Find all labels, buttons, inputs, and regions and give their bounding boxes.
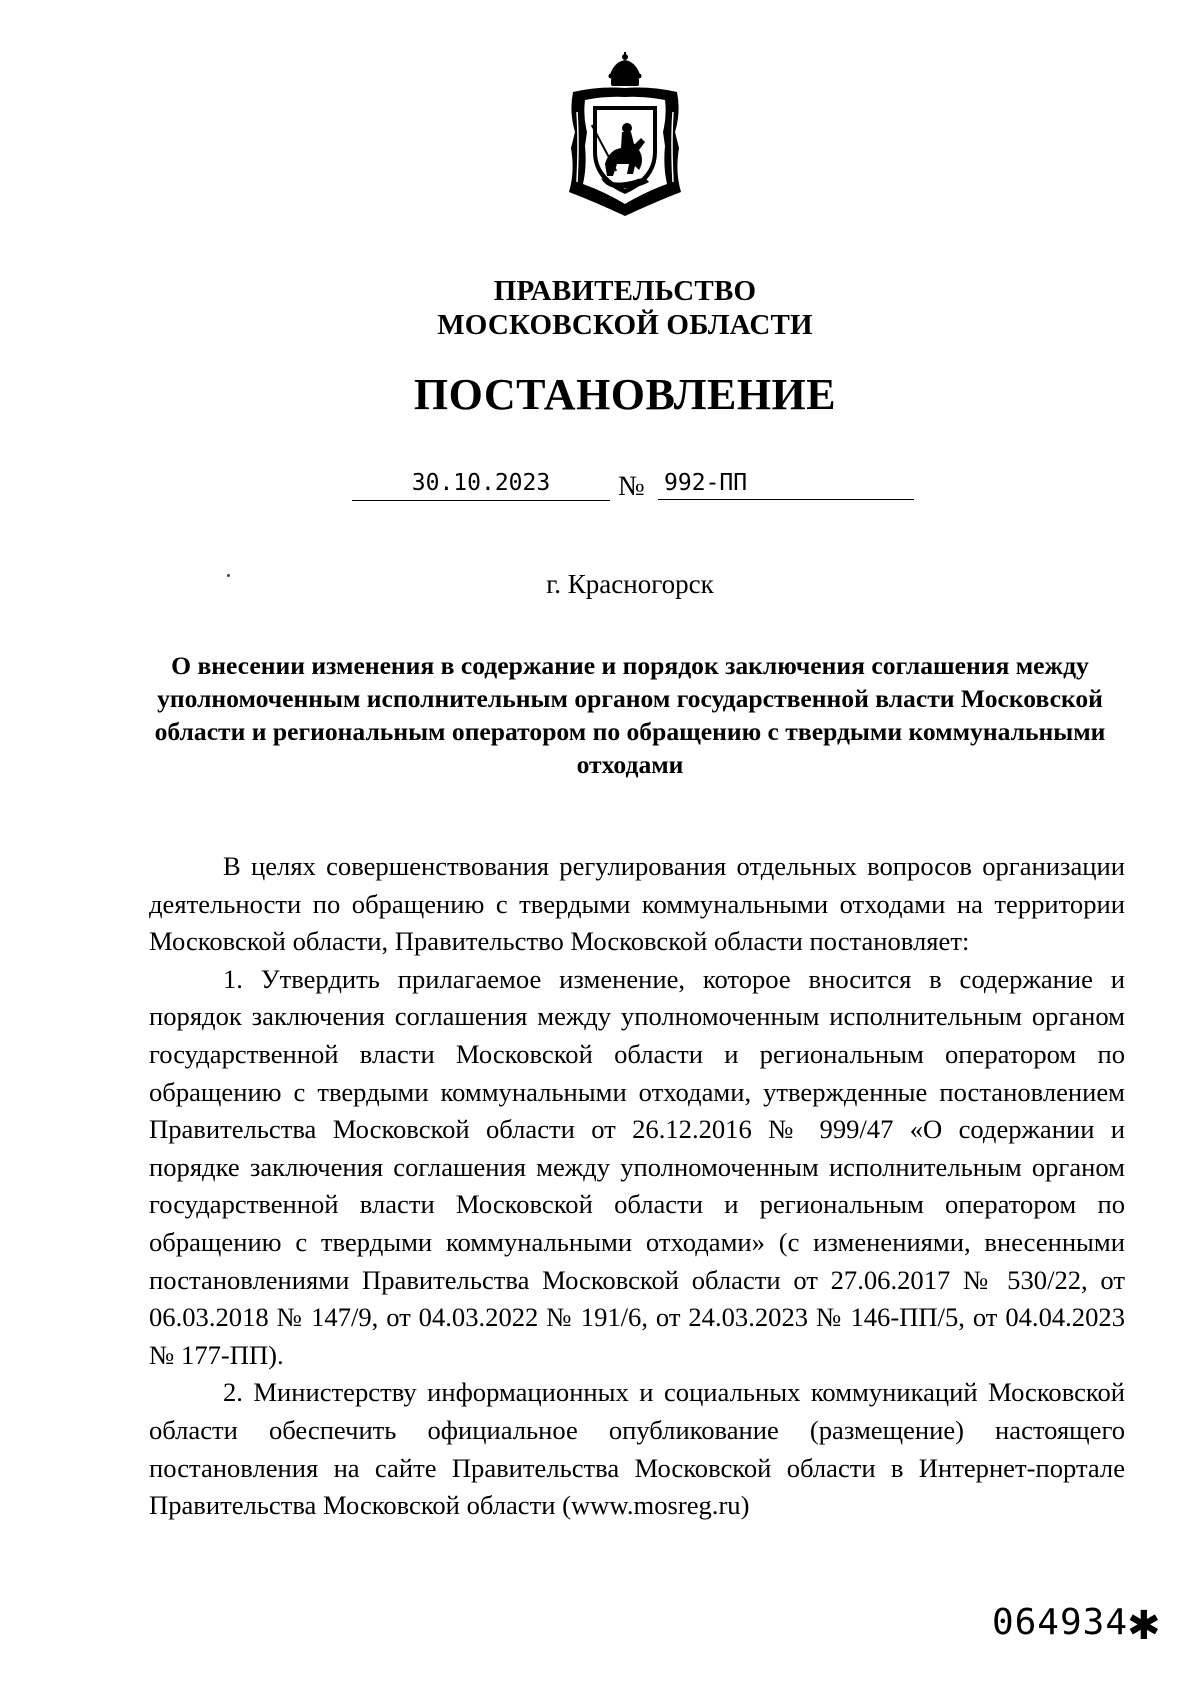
organization-name-line-2: МОСКОВСКОЙ ОБЛАСТИ [437,309,813,341]
coat-of-arms-emblem [565,52,685,218]
document-type-heading: ПОСТАНОВЛЕНИЕ [413,370,837,419]
asterisk-mark-icon: ✱ [1127,1603,1161,1649]
number-sign: № [618,471,645,502]
document-body [149,848,1125,1525]
body-item-1: 1. Утвердить прилагаемое изменение, которое вносится в содержание и порядок заключения соглашения между уполномоченным исполнительным органом государственной власти Московской области и региональным оператором по обращению с твердыми коммунальными отходами, утвержденные постановлением Правительства Московской области от 26.12.2016 № 999/47 «О содержании и порядке заключения соглашения между уполномоченным исполнительным органом государственной власти Московской области и региональным оператором по обращению с твердыми коммунальными отходами» (с изменениями, внесенными постановлениями Правительства Московской области от 27.06.2017 № 530/22, от 06.03.2018 № 147/9, от 04.03.2022 № 191/6, от 24.03.2023 № 146-ПП/5, от 04.04.2023 № 177-ПП). [149,963,1125,1370]
city-line: г. Красногорск [546,569,714,599]
document-date-field: 30.10.2023 [352,466,610,501]
form-serial-number: 064934 [991,1602,1128,1643]
document-number-field: 992-ПП [658,466,914,500]
body-intro-paragraph: В целях совершенствования регулирования отдельных вопросов организации деятельности по обращению с твердыми коммунальными отходами на территории Московской области, Правительство Московской области постановляет: [149,851,1125,957]
document-title: О внесении изменения в содержание и порядок заключения соглашения между уполномоченным исполнительным органом государственной власти Московской области и региональным оператором по обращению с твердыми коммунальными отходами [154,651,1106,779]
organization-name-line-1: ПРАВИТЕЛЬСТВО [493,275,757,307]
body-item-2: 2. Министерству информационных и социальных коммуникаций Московской области обеспечить официальное опубликование (размещение) настоящего постановления на сайте Правительства Московской области в Интернет-портале Правительства Московской области (www.mosreg.ru) [149,1377,1125,1521]
